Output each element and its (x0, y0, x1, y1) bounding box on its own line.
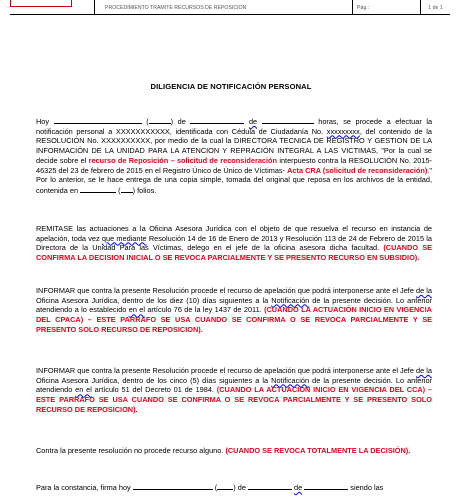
signature-month-blank[interactable] (248, 482, 292, 490)
document-header-table (10, 0, 450, 15)
text-p2-d: (CUANDO SE CONFIRMA LA DECISION INICIAL O SE REVOCA PARCIALMENTE Y SE PRESENTO RECURSO EN SUBSIDIO). (36, 243, 433, 263)
text-p1-i: recurso de Reposición – solicitud de reconsideración (88, 155, 278, 165)
text-p3-h: (CUANDO LA ACTUACIÓN INICIO EN VIGENCIA DEL CPACA) – ESTE PARRAFO SE USA CUANDO SE CONFIRMA O SE REVOCA PARCIALMENTE Y SE PRESENTO SOLO RECURSO DE REPOSICION). (36, 305, 432, 334)
text-p4-e: de la presente decisión. Lo anterior atendiendo (36, 375, 432, 395)
page-label: Pág.: (357, 5, 370, 11)
text-p2-b: que mediante (101, 233, 147, 243)
text-p3-d: Notificación (271, 295, 310, 305)
text-p3-c: Oficina Asesora Jurídica, dentro de los diez (10) días siguientes a la (36, 295, 269, 305)
folios-words-blank[interactable] (80, 185, 116, 193)
text-p1-c: ) de (170, 117, 186, 126)
text-p1-m: ( (118, 185, 121, 195)
text-p6-d: de (294, 483, 303, 492)
document-title: DILIGENCIA DE NOTIFICACIÓN PERSONAL (150, 82, 312, 91)
text-p1-l: ." Por lo anterior, se le hace entrega de una copia simple, tomada del original que reposa en los archivos de la entidad, contenida en (36, 165, 432, 195)
page-value-cell (420, 0, 450, 14)
text-p1-e: horas, se procede a efectuar la notificación personal a XXXXXXXXXXX, identificada con Cédula de Ciudadanía No. (36, 117, 433, 136)
procedure-cell (94, 0, 352, 14)
page-value: 1 de 1 (428, 5, 443, 11)
signature-date-blank[interactable] (133, 482, 213, 490)
text-p4-b: de la (416, 366, 432, 375)
procedure-label: PROCEDIMIENTO TRAMITE RECURSOS DE REPOSICION (105, 5, 247, 11)
text-p3-e: de la presente decisión. Lo anterior atendiendo a lo establecido (36, 295, 433, 315)
paragraph-notification (36, 116, 432, 196)
text-p3-g: artículo 76 de la ley 1437 de 2011. (147, 305, 262, 315)
text-p5-b: (CUANDO SE REVOCA TOTALMENTE LA DECISIÓN). (225, 446, 411, 455)
paragraph-no-recurso (36, 446, 432, 456)
paragraph-remitase (36, 224, 432, 263)
text-p1-f: xxxxxxxxx (326, 126, 360, 136)
signature-day-blank[interactable] (214, 482, 233, 492)
signature-year-blank[interactable] (304, 482, 348, 490)
text-p3-f: en el (128, 305, 145, 315)
text-p1-j: interpuesto contra la RESOLUCIÓN No. 2015-46325 del 23 de febrero de 2015 en el Registro Único de Único de Víctimas- (36, 155, 432, 175)
day-number-blank[interactable] (149, 116, 171, 124)
text-p1-a: Hoy (36, 117, 50, 126)
text-p6-c: ) de (233, 483, 246, 492)
year-blank[interactable] (262, 116, 314, 124)
text-p1-g: , del contenido de la RESOLUCIÓN No. XXXXXXXXXX, por medio de la cual la DIRECTORA TECNICA DE REGISTRO Y GESTION DE LA INFORMACIÓN DE LA UNIDAD PARA LA ATENCION Y REPRACIÓN INTEGRAL A LAS VICTIMAS, (36, 126, 432, 156)
text-p4-g: artículo 51 del Decreto 01 de 1984. (94, 385, 214, 395)
text-p5-a: Contra la presente resolución no procede recurso alguno. (36, 446, 224, 455)
text-p4-f: en el (75, 385, 92, 395)
date-blank[interactable] (54, 116, 142, 124)
paragraph-informar-cpaca (36, 286, 432, 335)
paragraph-informar-cca (36, 366, 432, 415)
text-p1-k: Acta CRA (solicitud de reconsideración) (287, 165, 428, 175)
text-p3-a: INFORMAR que contra la presente Resolución procede el recurso de apelación que podrá interponerse ante el Jefe (36, 286, 414, 295)
paragraph-constancia (36, 482, 432, 493)
page-label-cell (352, 0, 420, 14)
text-p4-a: INFORMAR que contra la presente Resolución procede el recurso de apelación que podrá interponerse ante el Jefe (36, 366, 414, 375)
text-p1-b: ( (146, 117, 149, 126)
text-p2-c: Resolución 14 de 16 de Enero de 2013 y Resolución 113 de 24 de Febrero de 2015 la Directora de la Unidad Para las Víctimas, delego en el jefe de la oficina asesora dicha facultad. (36, 233, 432, 253)
text-p6-e: siendo las (350, 483, 384, 492)
folios-number-blank[interactable] (121, 185, 133, 193)
text-p4-c: Oficina Asesora Jurídica, dentro de los cinco (5) días siguientes a la (36, 375, 269, 385)
text-p2-a: REMITASE las actuaciones a la Oficina Asesora Jurídica con el objeto de que resuelva el recurso en instancia de apelación, toda vez (36, 224, 432, 243)
text-p4-h: (CUANDO LA ACTUACION INICIO EN VIGENCIA DEL CCA) – ESTE PARRAFO SE USA CUANDO SE CONFIRMA O SE REVOCA PARCIALMENTE Y SE PRESENTO SOLO RECURSO DE REPOSICION). (36, 385, 432, 414)
text-p4-d: Notificación (271, 375, 310, 385)
text-p1-h: "Por la cual se decide sobre el (36, 146, 432, 165)
text-p6-b: ( (214, 483, 218, 492)
text-p3-b: de la (416, 286, 432, 295)
logo-box (10, 0, 72, 7)
text-p1-n: ) folios. (132, 185, 157, 195)
text-p6-a: Para la constancia, firma hoy (36, 483, 131, 492)
month-blank[interactable] (190, 116, 244, 124)
text-p1-d: de (248, 117, 258, 126)
